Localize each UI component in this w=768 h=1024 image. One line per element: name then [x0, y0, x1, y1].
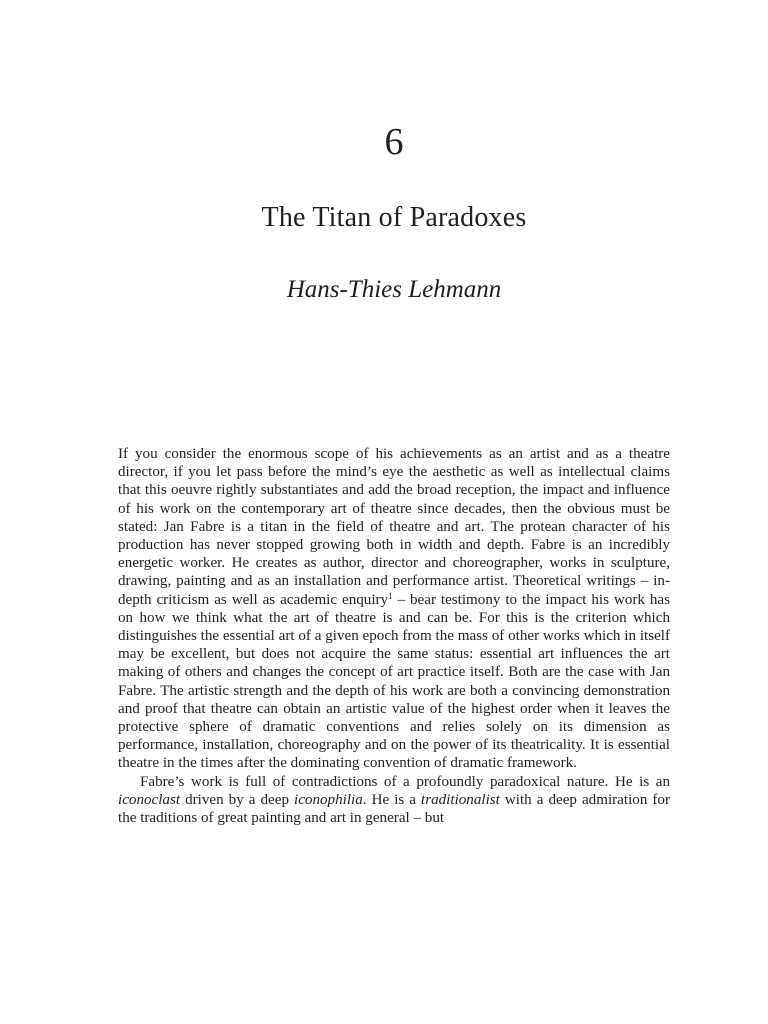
- paragraph-1-text-b: – bear testimony to the impact his work has on how we think what the art of theatre is and can be. For this is the criterion which distinguishes the essential art of a given epoch from the mass of other works which in itself may be excellent, but does not acquire the same status: essential art influences the art making of others and changes the concept of art practice itself. Both are the case with Jan Fabre. The artistic strength and the depth of his work are both a convincing demonstration and proof that theatre can obtain an artistic value of the highest order when it leaves the protective sphere of dramatic conventions and relies solely on its dimension as performance, installation, choreography and on the power of its theatricality. It is essential theatre in the times after the dominating convention of dramatic framework.: [118, 591, 670, 772]
- paragraph-2-text-b: driven by a deep: [180, 791, 295, 808]
- emphasis-iconophilia: iconophilia: [294, 791, 363, 808]
- paragraph-2-text-d: with a deep admiration for the traditions of great painting and art in general – but: [118, 791, 670, 827]
- chapter-body: [118, 445, 670, 827]
- footnote-marker[interactable]: 1: [388, 590, 393, 601]
- chapter-number: 6: [384, 121, 404, 163]
- emphasis-iconoclast: iconoclast: [118, 791, 181, 808]
- paragraph-2-text-c: . He is a: [362, 791, 422, 808]
- paragraph-1-text-a: If you consider the enormous scope of his achievements as an artist and as a theatre director, if you let pass before the mind’s eye the aesthetic as well as intellectual claims that this oeuvre rightly substantiates and add the broad reception, the impact and influence of his work on the contemporary art of theatre since decades, then the obvious must be stated: Jan Fabre is a titan in the field of theatre and art. The protean character of his production has never stopped growing both in width and depth. Fabre is an incredibly energetic worker. He creates as author, director and choreographer, works in sculpture, drawing, painting and as an installation and performance artist. Theoretical writings – in-depth criticism as well as academic enquiry: [118, 446, 670, 608]
- emphasis-traditionalist: traditionalist: [421, 791, 500, 808]
- paragraph-2-text-a: Fabre’s work is full of contradictions of a profoundly paradoxical nature. He is an: [140, 773, 670, 790]
- chapter-author: Hans-Thies Lehmann: [286, 276, 502, 303]
- paragraph-1: [118, 445, 670, 773]
- chapter-title: The Titan of Paradoxes: [261, 202, 527, 233]
- paragraph-2: [118, 773, 670, 828]
